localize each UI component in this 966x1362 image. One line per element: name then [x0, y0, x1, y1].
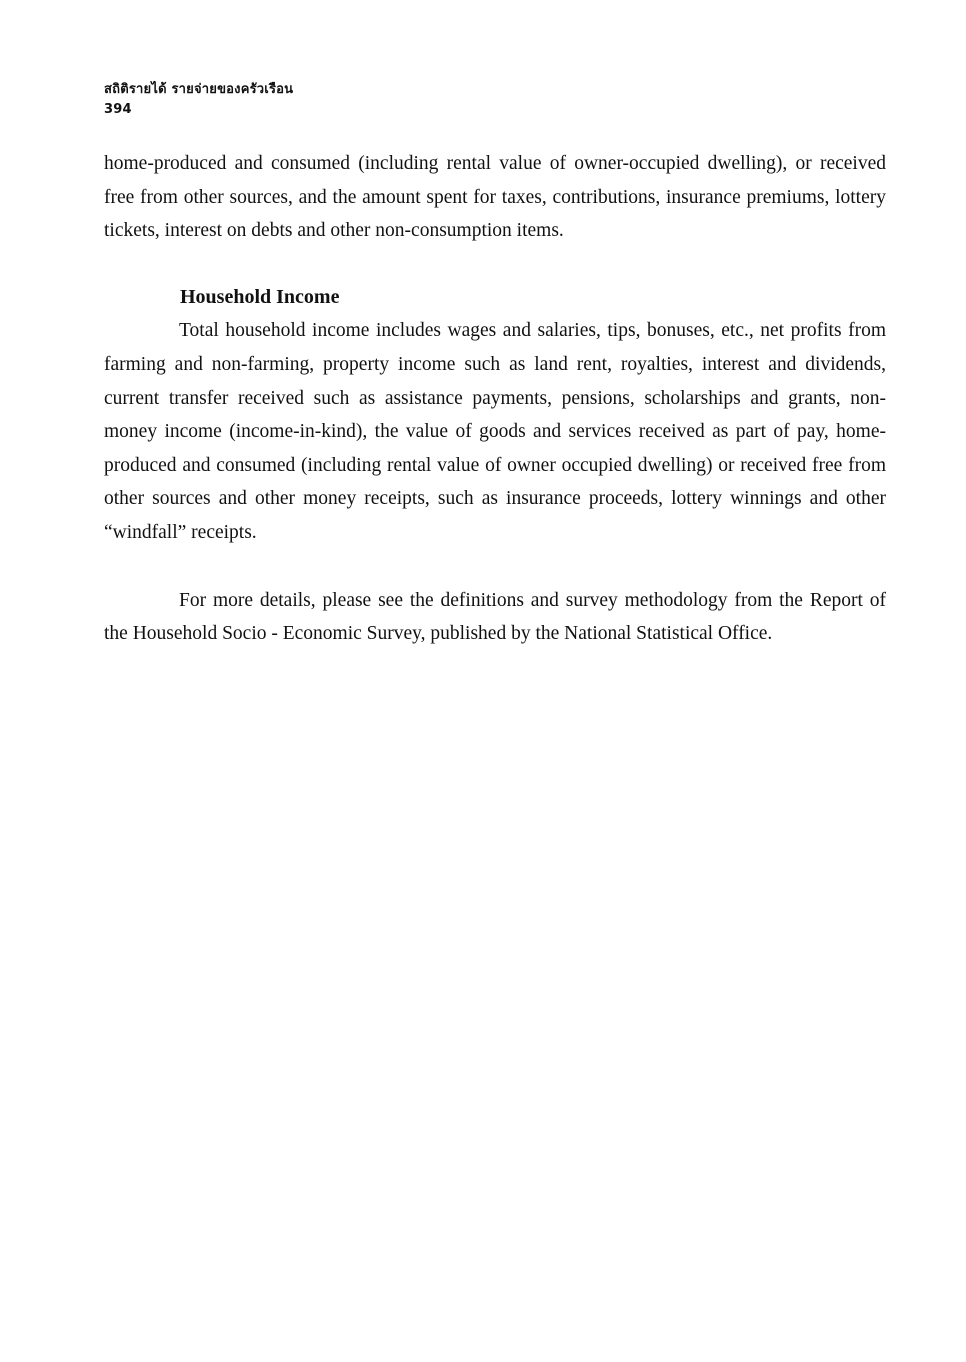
- running-header: [104, 80, 293, 120]
- paragraph-spacer: [104, 550, 886, 584]
- body-text: [104, 147, 886, 651]
- continuation-paragraph: home-produced and consumed (including rental value of owner-occupied dwelling), or received free from other sources, and the amount spent for taxes, contributions, insurance premiums, lottery tickets, interest on debts and other non-consumption items.: [104, 153, 886, 242]
- more-details-paragraph: For more details, please see the definitions and survey methodology from the Report of the Household Socio - Economic Survey, published by the National Statistical Office.: [104, 589, 886, 645]
- running-title: สถิติรายได้ รายจ่ายของครัวเรือน: [104, 82, 294, 97]
- paragraph-spacer: [104, 248, 886, 281]
- household-income-paragraph: Total household income includes wages and salaries, tips, bonuses, etc., net profits from farming and non-farming, property income such as land rent, royalties, interest and dividends, current transfer received such as assistance payments, pensions, scholarships and grants, non-money income (income-in-kind), the value of goods and services received as part of pay, home-produced and consumed (including rental value of owner occupied dwelling) or received free from other sources and other money receipts, such as insurance proceeds, lottery winnings and other “windfall” receipts.: [104, 320, 886, 543]
- section-heading-household-income: Household Income: [180, 285, 340, 308]
- page-number: 394: [104, 102, 132, 117]
